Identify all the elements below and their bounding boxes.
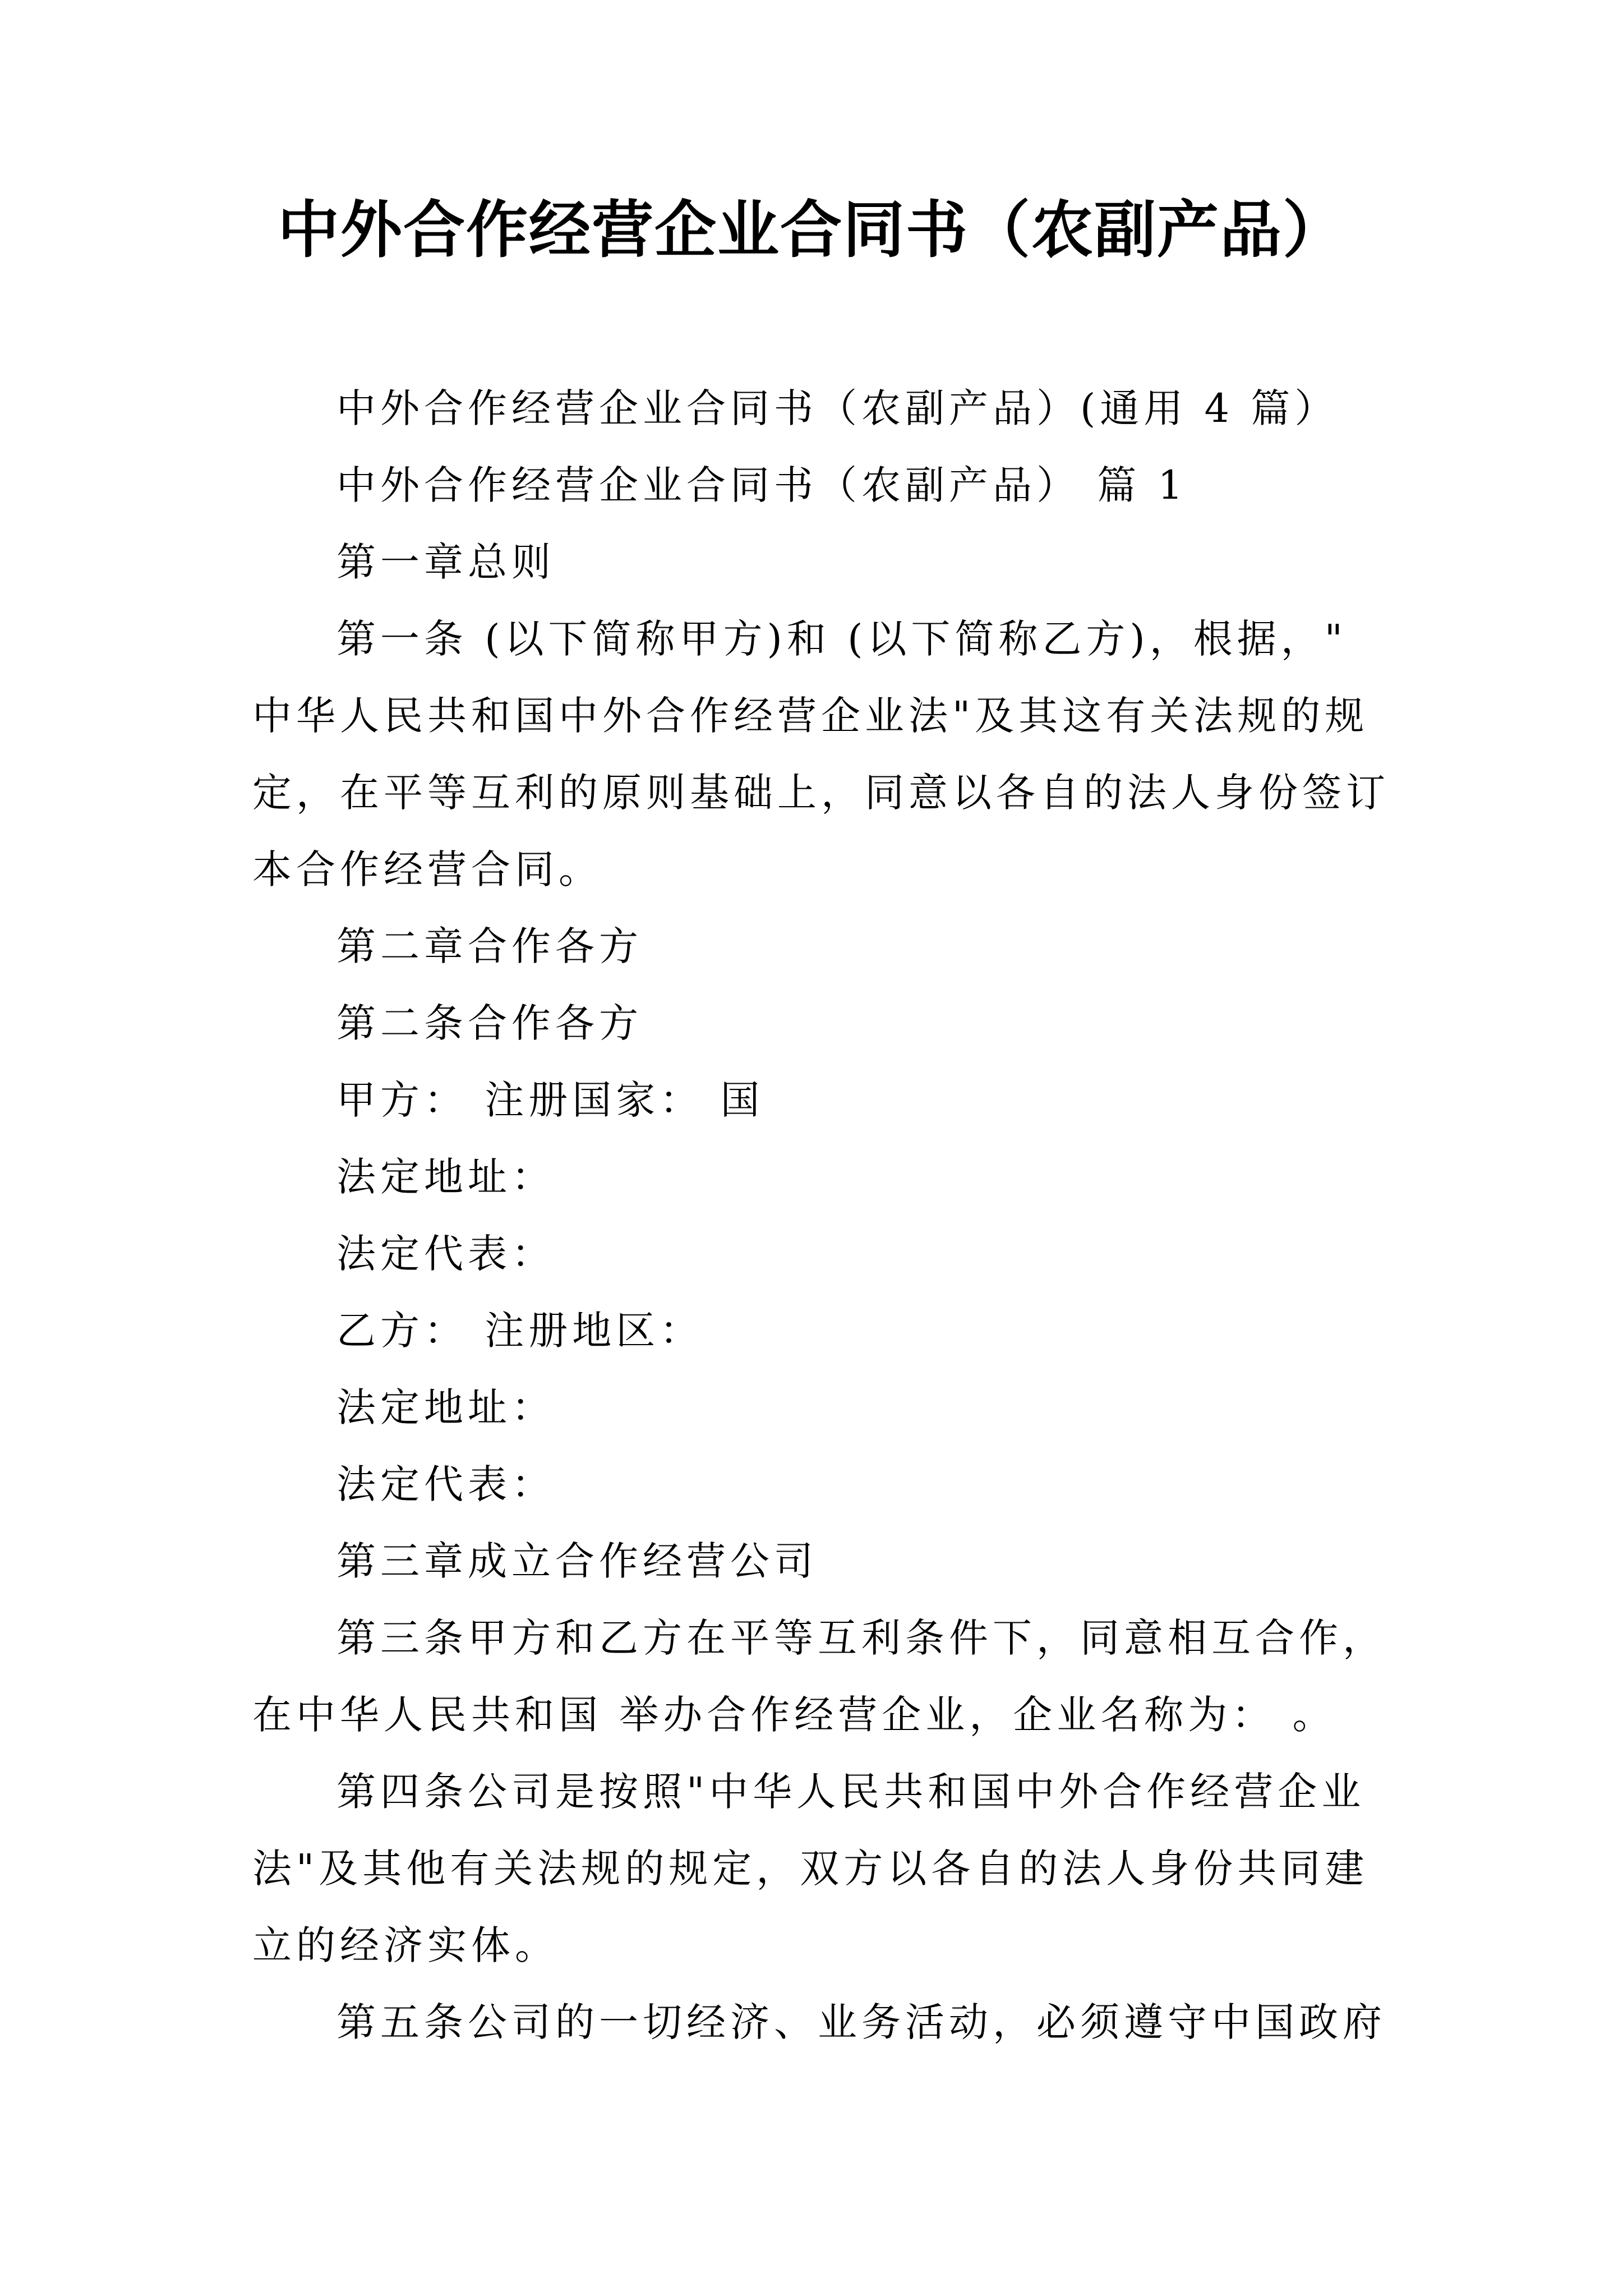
article-4-line: 第四条公司是按照"中华人民共和国中外合作经营企业 — [336, 1769, 1366, 1815]
article-1-line: 第一条 (以下简称甲方)和 (以下简称乙方)，根据，" — [336, 616, 1347, 662]
party-b-representative: 法定代表： — [336, 1461, 555, 1507]
chapter-3-heading: 第三章成立合作经营公司 — [336, 1538, 818, 1584]
article-4 — [252, 1754, 1408, 1984]
party-a-line: 甲方： 注册国家： 国 — [336, 1077, 764, 1123]
article-1-line: 中华人民共和国中外合作经营企业法"及其这有关法规的规 — [252, 693, 1369, 739]
article-3-line: 第三条甲方和乙方在平等互利条件下，同意相互合作， — [336, 1615, 1386, 1661]
article-3-line: 在中华人民共和国 举办合作经营企业，企业名称为： 。 — [252, 1692, 1336, 1738]
article-1 — [252, 601, 1408, 908]
party-a-representative: 法定代表： — [336, 1231, 555, 1277]
article-4-line: 立的经济实体。 — [252, 1922, 559, 1968]
document-subtitle: 中外合作经营企业合同书（农副产品）(通用 4 篇） — [336, 385, 1339, 431]
part-heading: 中外合作经营企业合同书（农副产品） 篇 1 — [336, 462, 1188, 508]
article-1-line: 定，在平等互利的原则基础上，同意以各自的法人身份签订 — [252, 770, 1390, 816]
document-body — [252, 370, 1408, 2061]
article-4-line: 法"及其他有关法规的规定，双方以各自的法人身份共同建 — [252, 1846, 1369, 1892]
party-a-address: 法定地址： — [336, 1154, 555, 1200]
article-3 — [252, 1600, 1408, 1754]
chapter-2-heading: 第二章合作各方 — [336, 923, 643, 969]
party-b-line: 乙方： 注册地区： — [336, 1308, 704, 1354]
article-5-start: 第五条公司的一切经济、业务活动，必须遵守中国政府 — [336, 1999, 1386, 2045]
chapter-1-heading: 第一章总则 — [336, 539, 555, 585]
party-b-address: 法定地址： — [336, 1384, 555, 1430]
document-title: 中外合作经营企业合同书（农副产品） — [278, 194, 1345, 266]
article-2-heading: 第二条合作各方 — [336, 1000, 643, 1046]
article-1-line: 本合作经营合同。 — [252, 846, 602, 892]
